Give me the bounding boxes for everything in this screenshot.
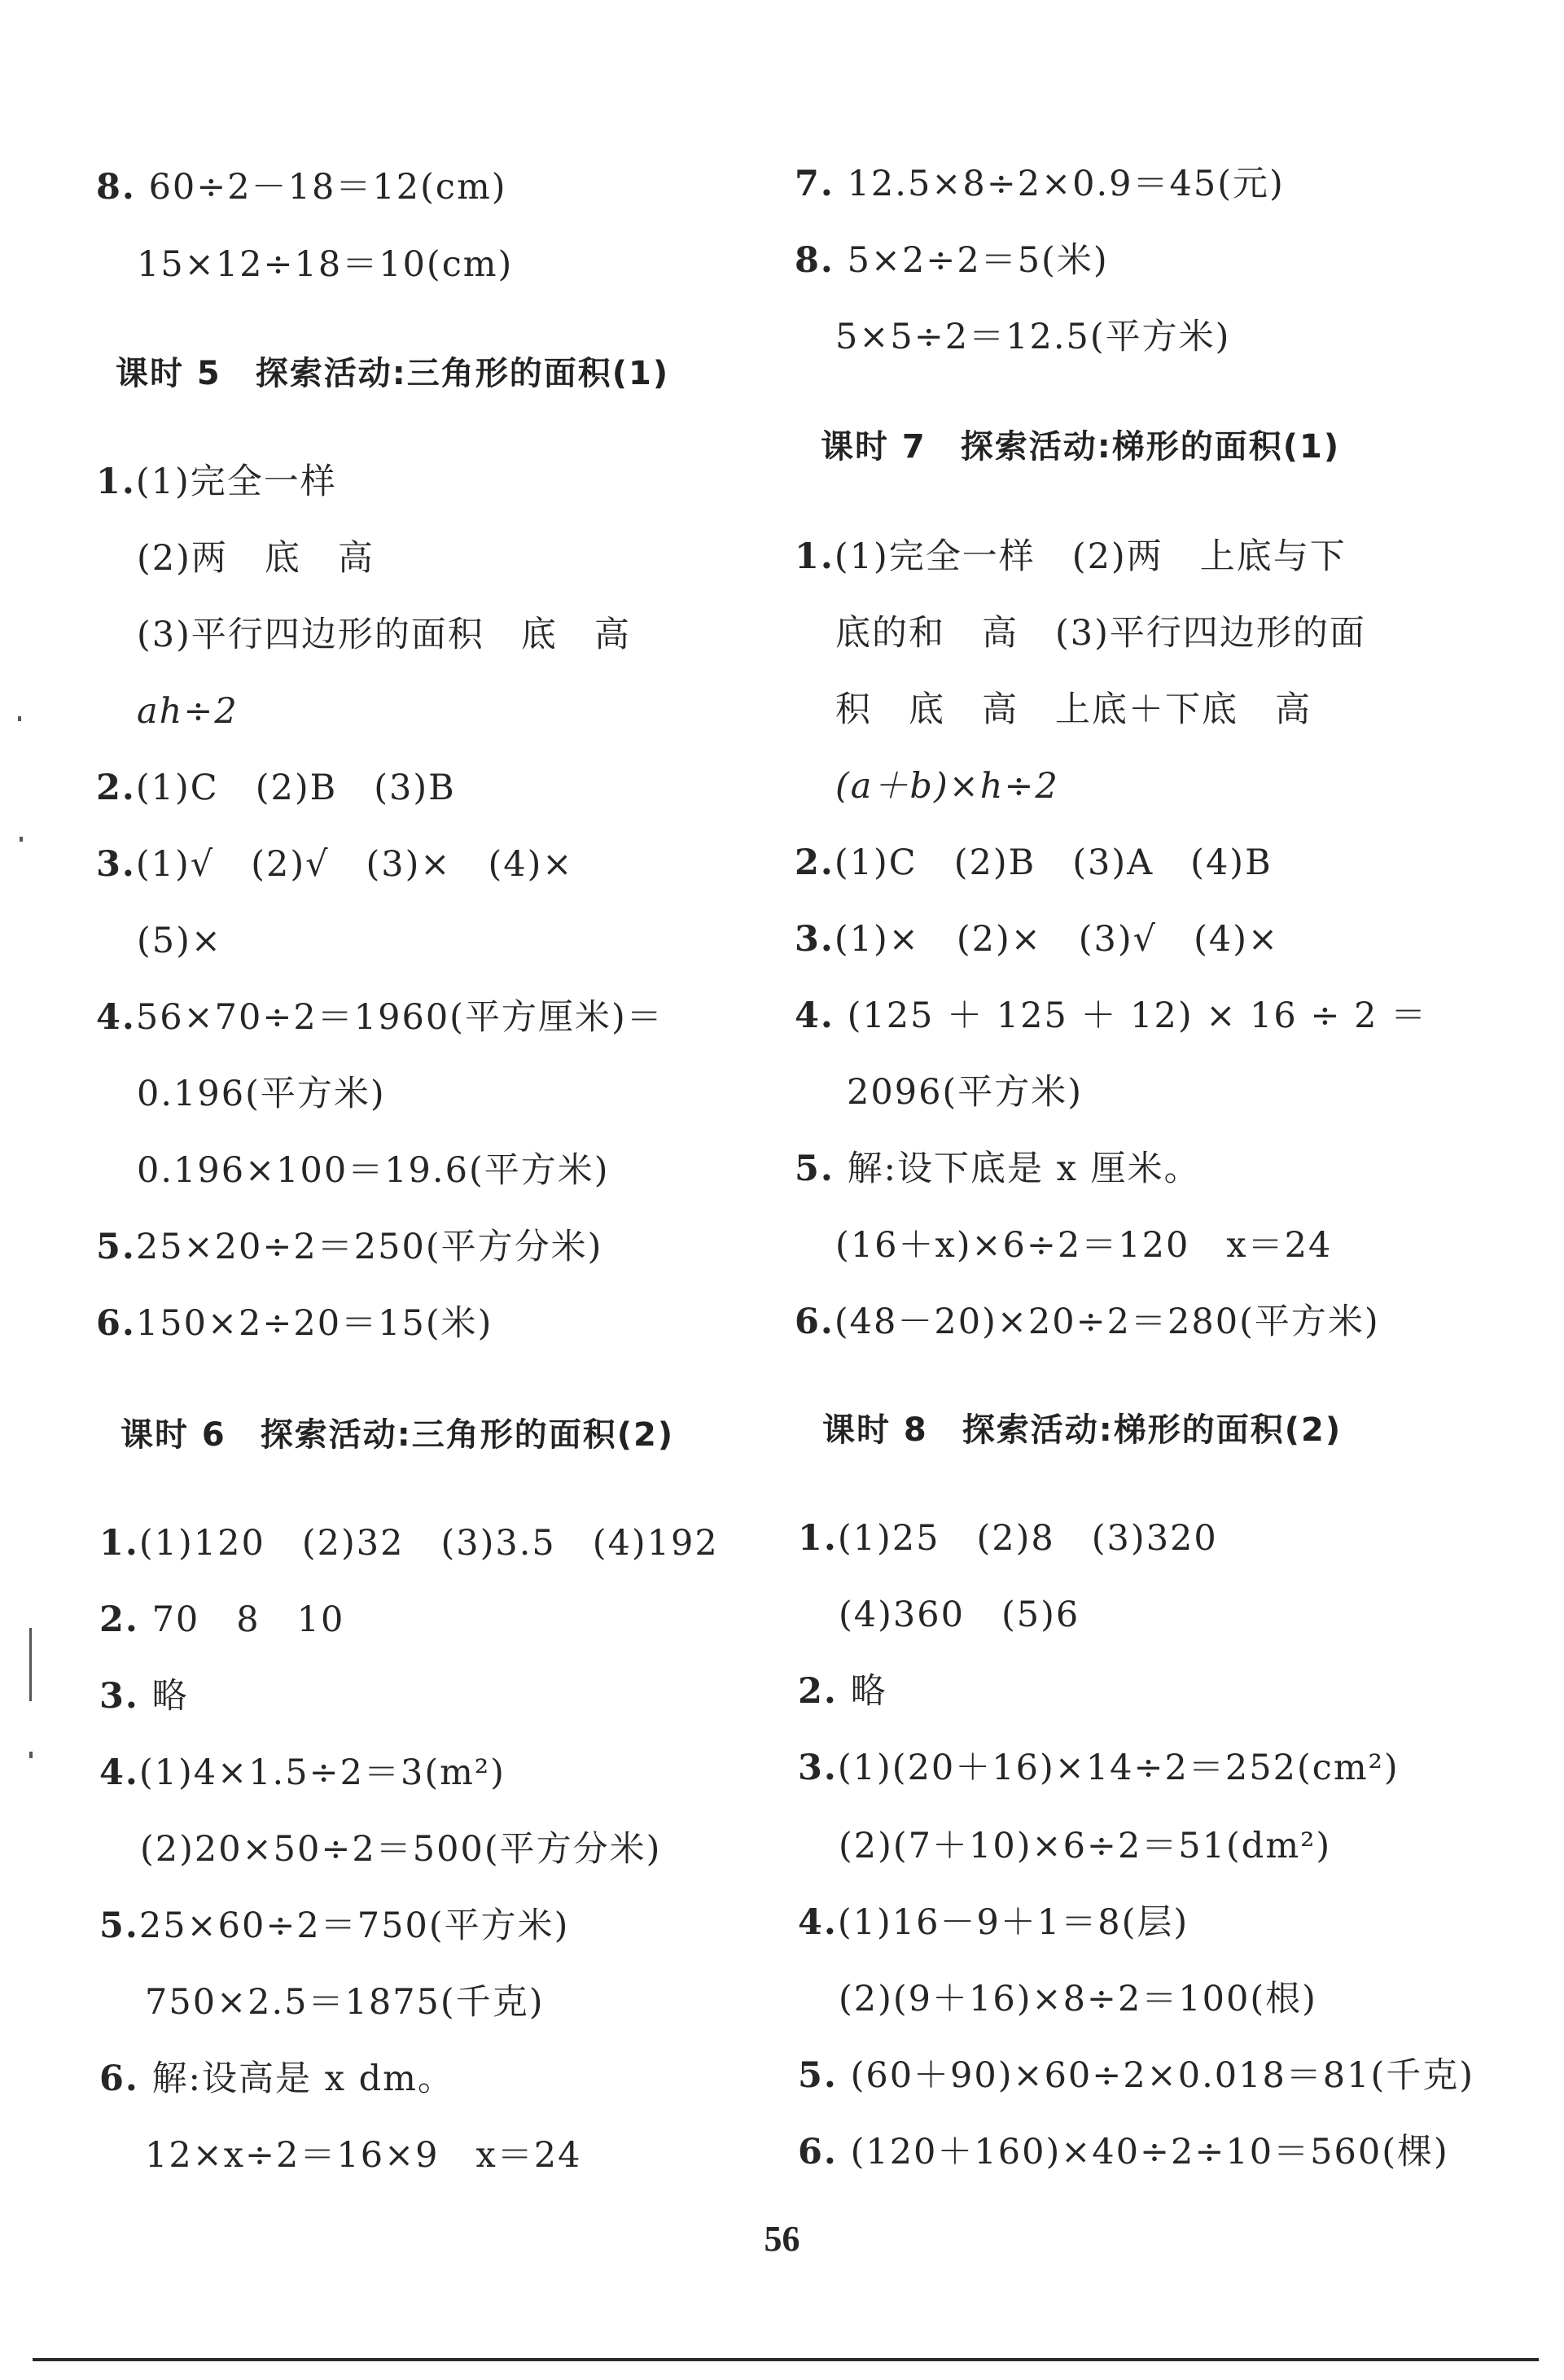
answer-line: [99, 1597, 344, 1643]
answer-line: [798, 1745, 1400, 1791]
item-number: 3.: [798, 1748, 838, 1788]
answer-text: (2)20×50÷2＝500(平方分米): [140, 1829, 662, 1870]
answer-text: 750×2.5＝1875(千克): [145, 1982, 545, 2023]
answer-text: 12.5×8÷2×0.9＝45(元): [847, 164, 1285, 204]
answer-line: [798, 2053, 1474, 2098]
answer-text: (3)平行四边形的面积 底 高: [137, 615, 631, 655]
scan-speck: [18, 716, 21, 721]
item-number: 5.: [99, 1905, 139, 1946]
answer-text: (2)(7＋10)×6÷2＝51(dm²): [839, 1826, 1332, 1866]
answer-line: [99, 1750, 506, 1796]
item-number: 7.: [795, 164, 835, 204]
answer-line: [795, 534, 1347, 580]
answer-text: 5×2÷2＝5(米): [847, 240, 1109, 281]
answer-line: [137, 536, 375, 581]
answer-line: [798, 2129, 1449, 2175]
answer-text: (1)× (2)× (3)√ (4)×: [834, 919, 1280, 960]
answer-line: [795, 917, 1279, 962]
answer-text: 70 8 10: [151, 1599, 345, 1640]
answer-text: 解:设下底是 x 厘米。: [847, 1148, 1201, 1189]
answer-line: [835, 687, 1312, 733]
answer-line: [99, 2056, 454, 2102]
answer-text: (2)两 底 高: [137, 538, 375, 579]
scan-speck: [20, 837, 23, 842]
item-number: 3.: [795, 919, 835, 960]
item-number: 6.: [798, 2132, 838, 2172]
answer-text: (48－20)×20÷2＝280(平方米): [834, 1302, 1380, 1342]
answer-text: ah÷2: [137, 691, 239, 732]
bottom-rule: [33, 2358, 1539, 2361]
item-number: 2.: [795, 842, 835, 883]
answer-line: [137, 918, 222, 964]
item-number: 2.: [99, 1599, 139, 1640]
answer-text: 25×20÷2＝250(平方分米): [135, 1227, 603, 1267]
answer-text: (1)√ (2)√ (3)× (4)×: [135, 844, 574, 885]
item-number: 3.: [96, 844, 136, 885]
answer-line: [145, 2133, 581, 2178]
answer-text: 解:设高是 x dm。: [151, 2058, 454, 2099]
section-heading-lesson-8: 课时 8 探索活动:梯形的面积(2): [822, 1411, 1343, 1449]
item-number: 2.: [96, 768, 136, 808]
answer-line: [137, 1148, 610, 1193]
answer-text: 60÷2－18＝12(cm): [148, 167, 507, 208]
answer-line: [835, 314, 1230, 360]
answer-text: (4)360 (5)6: [839, 1595, 1080, 1635]
answer-line: [140, 1827, 661, 1872]
answer-text: (1)25 (2)8 (3)320: [837, 1518, 1218, 1559]
answer-text: 底的和 高 (3)平行四边形的面: [835, 613, 1366, 654]
answer-line: [847, 1070, 1083, 1115]
answer-line: [835, 1223, 1332, 1268]
answer-line: [795, 1299, 1380, 1345]
item-number: 2.: [798, 1671, 838, 1712]
answer-text: 56×70÷2＝1960(平方厘米)＝: [135, 997, 664, 1038]
answer-text: (1)(20＋16)×14÷2＝252(cm²): [837, 1748, 1400, 1788]
answer-text: 略: [850, 1671, 887, 1712]
item-number: 5.: [798, 2055, 838, 2096]
item-number: 5.: [795, 1148, 835, 1189]
answer-line: [96, 842, 573, 887]
answer-line: [96, 459, 337, 505]
answer-line: [137, 1071, 386, 1117]
item-number: 1.: [798, 1518, 838, 1559]
answer-text: 25×60÷2＝750(平方米): [138, 1905, 570, 1946]
item-number: 4.: [798, 1902, 838, 1943]
answer-text: (1)16－9＋1＝8(层): [837, 1902, 1189, 1943]
answer-text: (a＋b)×h÷2: [835, 766, 1059, 807]
answer-text: (2)(9＋16)×8÷2＝100(根): [839, 1979, 1317, 2019]
answer-text: (120＋160)×40÷2÷10＝560(棵): [850, 2132, 1449, 2172]
answer-line: [795, 161, 1285, 207]
answer-text: 积 底 高 上底＋下底 高: [835, 689, 1312, 730]
answer-text: (1)C (2)B (3)B: [135, 768, 456, 808]
answer-line: [795, 840, 1273, 886]
answer-line: [137, 612, 631, 658]
section-heading-lesson-5: 课时 5 探索活动:三角形的面积(1): [116, 355, 670, 392]
answer-line: [96, 1301, 493, 1346]
item-number: 4.: [96, 997, 136, 1038]
answer-text: (16＋x)×6÷2＝120 x＝24: [835, 1225, 1333, 1266]
item-number: 6.: [99, 2058, 139, 2099]
answer-text: (1)120 (2)32 (3)3.5 (4)192: [138, 1523, 719, 1564]
answer-line: [798, 1669, 887, 1714]
answer-text: (125 ＋ 125 ＋ 12) × 16 ÷ 2 ＝: [847, 995, 1428, 1036]
section-heading-lesson-7: 课时 7 探索活动:梯形的面积(1): [821, 428, 1341, 466]
item-number: 4.: [795, 995, 835, 1036]
scan-speck: [29, 1752, 33, 1758]
item-number: 6.: [795, 1302, 835, 1342]
answer-text: (1)完全一样 (2)两 上底与下: [834, 536, 1347, 577]
answer-text: 略: [151, 1676, 189, 1717]
answer-text: (1)C (2)B (3)A (4)B: [834, 842, 1273, 883]
item-number: 1.: [96, 462, 136, 502]
answer-line: [96, 995, 664, 1040]
item-number: 1.: [99, 1523, 139, 1564]
answer-text: 2096(平方米): [847, 1072, 1083, 1113]
answer-line: [835, 763, 1059, 809]
scan-margin-mark: [29, 1628, 32, 1701]
answer-line: [99, 1673, 189, 1719]
answer-line: [99, 1520, 719, 1566]
answer-text: 15×12÷18＝10(cm): [137, 244, 514, 285]
item-number: 8.: [795, 240, 835, 281]
answer-line: [96, 1224, 602, 1270]
answer-line: [835, 610, 1366, 656]
section-heading-lesson-6: 课时 6 探索活动:三角形的面积(2): [120, 1416, 675, 1454]
answer-text: 0.196(平方米): [137, 1074, 386, 1114]
answer-line: [839, 1976, 1317, 2022]
item-number: 5.: [96, 1227, 136, 1267]
answer-text: (1)4×1.5÷2＝3(m²): [138, 1752, 506, 1793]
answer-line: [839, 1592, 1080, 1638]
answer-line: [795, 993, 1427, 1039]
answer-text: 0.196×100＝19.6(平方米): [137, 1150, 610, 1191]
answer-text: (60＋90)×60÷2×0.018＝81(千克): [850, 2055, 1475, 2096]
answer-line: [798, 1900, 1189, 1945]
answer-line: [137, 242, 513, 287]
answer-line: [96, 765, 456, 811]
answer-line: [99, 1903, 569, 1949]
answer-line: [795, 238, 1109, 283]
item-number: 3.: [99, 1676, 139, 1717]
answer-line: [839, 1823, 1331, 1869]
answer-text: 5×5÷2＝12.5(平方米): [835, 317, 1231, 357]
answer-line: [145, 1980, 544, 2025]
item-number: 8.: [96, 167, 136, 208]
page-number: 56: [764, 2219, 800, 2259]
item-number: 6.: [96, 1303, 136, 1344]
answer-line: [96, 164, 507, 210]
answer-text: (5)×: [137, 921, 222, 961]
answer-line: [795, 1146, 1201, 1192]
answer-text: (1)完全一样: [135, 462, 337, 502]
item-number: 4.: [99, 1752, 139, 1793]
answer-line: [137, 689, 239, 734]
answer-text: 12×x÷2＝16×9 x＝24: [145, 2135, 582, 2176]
answer-line: [798, 1516, 1218, 1561]
item-number: 1.: [795, 536, 835, 577]
answer-text: 150×2÷20＝15(米): [135, 1303, 493, 1344]
